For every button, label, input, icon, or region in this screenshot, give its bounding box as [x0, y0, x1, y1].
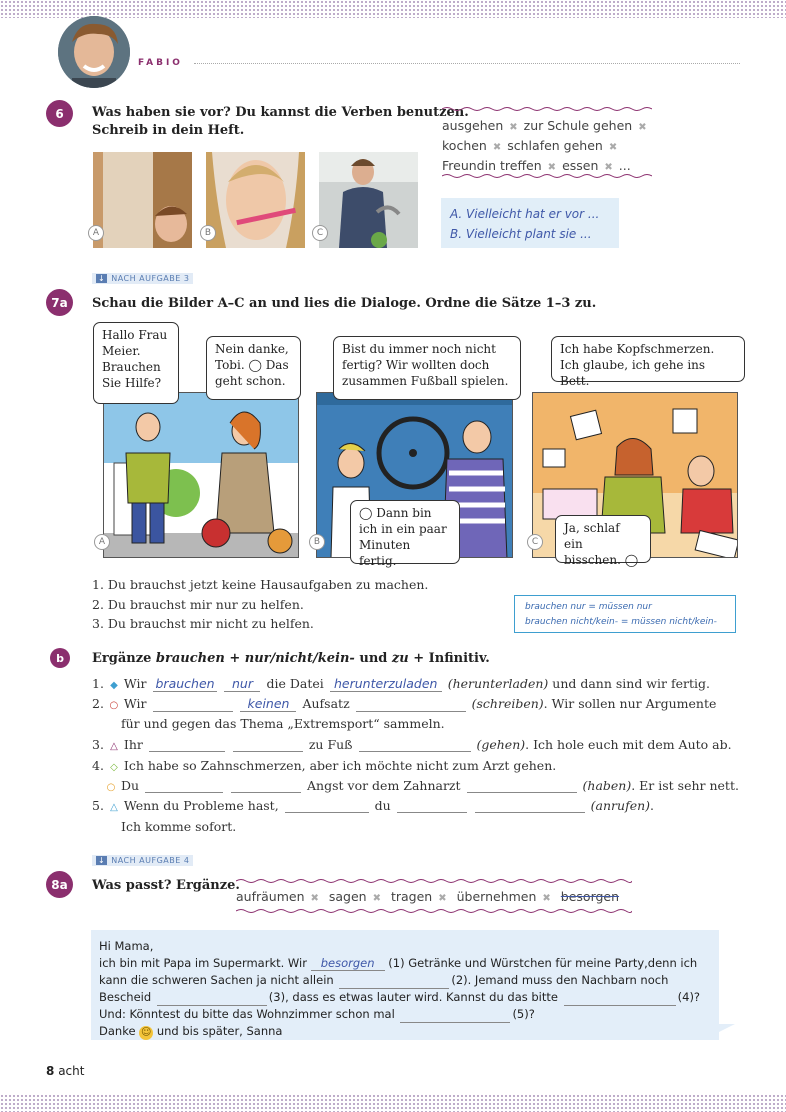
bubble-line: Ja, schlaf ein	[564, 521, 620, 551]
exercise-line-2-cont: für und gegen das Thema „Extremsport“ sammeln.	[121, 716, 445, 731]
text: . Wir sollen nur Argumente	[543, 696, 717, 711]
text: .	[650, 798, 655, 813]
page-number	[46, 1064, 84, 1078]
answer-field[interactable]: herunterzuladen	[330, 677, 442, 692]
exercise-line-2	[92, 696, 716, 712]
text: . Er ist sehr nett.	[631, 778, 739, 793]
text: Bescheid	[99, 990, 152, 1004]
bubble-line: Meier.	[102, 344, 141, 358]
arrow-down-icon: ↓	[98, 274, 106, 283]
answer-blank[interactable]	[149, 738, 225, 752]
speech-bubble-b1	[333, 336, 521, 400]
word: aufräumen	[236, 889, 305, 904]
text: (1) Getränke und Würstchen für meine Party,denn ich	[388, 956, 698, 970]
answer-blank[interactable]	[285, 799, 369, 813]
letter-line	[99, 972, 711, 989]
answer-blank[interactable]	[153, 698, 233, 712]
letter-greeting: Hi Mama,	[99, 939, 154, 953]
bubble-line: ◯ Dann bin	[359, 506, 432, 520]
bubble-line: bisschen. ◯	[564, 553, 639, 567]
answer-field[interactable]: keinen	[240, 697, 296, 712]
instruction-line: Was haben sie vor? Du kannst die Verben benutzen.	[92, 105, 469, 120]
text: kann die schweren Sachen ja nicht allein	[99, 973, 334, 987]
nach-aufgabe-3-tag	[92, 273, 193, 284]
top-dot-band	[0, 0, 786, 18]
word: tragen	[390, 889, 433, 904]
exercise-6-badge: 6	[46, 100, 73, 127]
bubble-line: fertig? Wir wollten doch	[342, 358, 490, 372]
bubble-line: ich in ein paar	[359, 522, 447, 536]
word: ...	[618, 158, 631, 173]
bubble-line: geht schon.	[215, 374, 286, 388]
letter-message-box	[91, 930, 719, 1040]
speech-bubble-c1	[551, 336, 745, 388]
answer-blank[interactable]	[359, 738, 471, 752]
exercise-7a-badge: 7a	[46, 289, 73, 316]
hint-verb: (schreiben)	[471, 696, 544, 711]
note-line: B. Vielleicht plant sie ...	[450, 227, 592, 241]
letter-box-tail	[719, 1024, 735, 1032]
speech-bubble-a1	[93, 322, 179, 404]
answer-blank[interactable]	[356, 698, 466, 712]
answer-blank[interactable]	[397, 799, 467, 813]
text: Wenn du Probleme hast,	[123, 798, 279, 813]
wavy-line-bottom	[442, 173, 652, 179]
tag-text: NACH AUFGABE 3	[111, 274, 190, 283]
page-number-word: acht	[58, 1064, 85, 1078]
bubble-line: Minuten fertig.	[359, 538, 411, 568]
line-number: 2.	[92, 696, 104, 711]
text: und dann sind wir fertig.	[552, 676, 710, 691]
comic-label-b: B	[309, 534, 325, 550]
answer-blank[interactable]	[564, 992, 676, 1006]
instruction-part: und	[354, 651, 392, 666]
exercise-line-1	[92, 676, 710, 692]
instruction-part: + Infinitiv.	[408, 651, 490, 666]
speech-bubble-b2	[350, 500, 460, 568]
grammar-hint-box	[514, 595, 736, 633]
text: (5)?	[512, 1007, 535, 1021]
text: Aufsatz	[302, 696, 350, 711]
arrow-down-icon: ↓	[98, 856, 106, 865]
note-line: A. Vielleicht hat er vor ...	[450, 207, 600, 221]
word: schlafen gehen	[507, 138, 603, 153]
text: zu Fuß	[308, 737, 353, 752]
circle-icon: ○	[109, 700, 119, 711]
diamond-icon: ◆	[110, 680, 118, 691]
triangle-icon: △	[110, 741, 118, 752]
exercise-line-3	[92, 737, 732, 752]
list-item: 3. Du brauchst mir nicht zu helfen.	[92, 616, 314, 631]
instruction-part: zu	[391, 651, 409, 666]
line-number: 4.	[92, 758, 104, 773]
text: du	[374, 798, 391, 813]
list-item: 2. Du brauchst mir nur zu helfen.	[92, 596, 304, 612]
line-number: 5.	[92, 798, 104, 813]
answer-blank[interactable]	[475, 799, 585, 813]
exercise-line-5-cont: Ich komme sofort.	[121, 819, 237, 834]
bubble-line: Brauchen	[102, 360, 161, 374]
text: (4)?	[677, 990, 701, 1004]
tag-text: NACH AUFGABE 4	[111, 856, 190, 865]
line-number: 3.	[92, 737, 104, 752]
text: Wir	[123, 676, 147, 691]
answer-blank[interactable]	[231, 779, 301, 793]
wavy-line-top	[442, 106, 652, 112]
text: ich bin mit Papa im Supermarkt. Wir	[99, 956, 307, 970]
word: ausgehen	[442, 118, 504, 133]
line-number: 1.	[92, 676, 104, 691]
text: Ihr	[123, 737, 143, 752]
answer-blank[interactable]	[467, 779, 577, 793]
answer-blank[interactable]	[233, 738, 303, 752]
hint-line: brauchen nur = müssen nur	[525, 602, 652, 612]
bubble-line: zusammen Fußball spielen.	[342, 374, 509, 388]
bubble-line: Hallo Frau	[102, 328, 168, 342]
text: Und: Könntest du bitte das Wohnzimmer schon mal	[99, 1007, 395, 1021]
answer-blank[interactable]	[157, 992, 267, 1006]
instruction-line: Schreib in dein Heft.	[92, 123, 245, 138]
bottom-dot-band	[0, 1094, 786, 1112]
word: sagen	[328, 889, 367, 904]
bubble-line: Nein danke,	[215, 342, 289, 356]
letter-line	[99, 955, 711, 972]
hint-line: brauchen nicht/kein- = müssen nicht/kein-	[525, 617, 717, 627]
header-dotted-line	[194, 63, 740, 64]
text: Du	[120, 778, 140, 793]
answer-blank[interactable]	[339, 975, 449, 989]
word: übernehmen	[456, 889, 537, 904]
exercise-8a-badge: 8a	[46, 871, 73, 898]
letter-line	[99, 989, 711, 1006]
text: und bis später, Sanna	[156, 1024, 283, 1038]
smiley-icon: ☺	[140, 1027, 152, 1038]
hint-verb: (haben)	[582, 778, 632, 793]
exercise-7a-instruction: Schau die Bilder A–C an und lies die Dialoge. Ordne die Sätze 1–3 zu.	[92, 296, 597, 311]
comic-panel-a	[103, 392, 299, 558]
bubble-line: Bist du immer noch nicht	[342, 342, 496, 356]
text: Danke	[99, 1024, 136, 1038]
comic-label-c: C	[527, 534, 543, 550]
photo-c	[319, 152, 418, 248]
photo-label-b: B	[200, 225, 216, 241]
word-box-8a: aufräumen ✖ sagen ✖ tragen ✖ übernehmen ✖ besorgen	[236, 889, 620, 904]
answer-field[interactable]: nur	[224, 677, 260, 692]
avatar	[58, 16, 130, 88]
photo-label-c: C	[312, 225, 328, 241]
text: Ich habe so Zahnschmerzen, aber ich möchte nicht zum Arzt gehen.	[123, 758, 557, 773]
page-number-digit: 8	[46, 1064, 55, 1078]
photo-a	[93, 152, 192, 248]
diamond-outline-icon: ◇	[110, 762, 118, 773]
answer-blank[interactable]	[145, 779, 223, 793]
hint-verb: (gehen)	[476, 737, 526, 752]
circle-icon: ○	[106, 782, 116, 793]
sentence-list	[92, 575, 428, 634]
exercise-line-5	[92, 798, 654, 813]
word: Freundin treffen	[442, 158, 542, 173]
exercise-7b-instruction	[92, 650, 490, 668]
speech-bubble-a2	[206, 336, 301, 400]
word: zur Schule gehen	[523, 118, 633, 133]
speech-bubble-c2	[555, 515, 651, 567]
photo-label-a: A	[88, 225, 104, 241]
instruction-part: brauchen + nur/nicht/kein-	[155, 651, 355, 666]
exercise-8a-instruction: Was passt? Ergänze.	[92, 878, 240, 893]
bubble-line: Ich glaube, ich gehe ins Bett.	[560, 358, 706, 388]
letter-line	[99, 1023, 711, 1040]
header-name: FABIO	[138, 58, 183, 68]
exercise-6-instruction	[92, 104, 469, 140]
crossed-word: besorgen	[560, 889, 620, 904]
photo-b	[206, 152, 305, 248]
letter-line	[99, 1006, 711, 1023]
comic-label-a: A	[94, 534, 110, 550]
list-item: 1. Du brauchst jetzt keine Hausaufgaben zu machen.	[92, 577, 429, 592]
text: Wir	[123, 696, 147, 711]
verb-word-box: ausgehen ✖ zur Schule gehen ✖ kochen ✖ schlafen gehen ✖ Freundin treffen ✖ essen ✖ ...	[442, 118, 647, 173]
text: (2). Jemand muss den Nachbarn noch	[451, 973, 669, 987]
bubble-line: Ich habe Kopfschmerzen.	[560, 342, 715, 356]
bubble-line: Tobi. ◯ Das	[215, 358, 289, 372]
text: . Ich hole euch mit dem Auto ab.	[525, 737, 732, 752]
text: die Datei	[266, 676, 324, 691]
bubble-line: Sie Hilfe?	[102, 376, 162, 390]
wavy-line-bottom	[236, 908, 632, 914]
word: essen	[562, 158, 599, 173]
handwritten-note	[441, 198, 619, 248]
exercise-7b-badge: b	[50, 648, 70, 668]
hint-verb: (herunterladen)	[447, 676, 549, 691]
exercise-line-4b	[105, 778, 739, 793]
answer-field[interactable]: besorgen	[311, 956, 385, 971]
answer-blank[interactable]	[400, 1009, 510, 1023]
answer-field[interactable]: brauchen	[153, 677, 217, 692]
text: (3), dass es etwas lauter wird. Kannst du das bitte	[268, 990, 558, 1004]
exercise-line-4	[92, 758, 556, 773]
triangle-icon: △	[110, 802, 118, 813]
wavy-line-top	[236, 878, 632, 884]
nach-aufgabe-4-tag	[92, 855, 193, 866]
instruction-part: Ergänze	[92, 651, 156, 666]
hint-verb: (anrufen)	[590, 798, 651, 813]
text: Angst vor dem Zahnarzt	[307, 778, 461, 793]
word: kochen	[442, 138, 487, 153]
